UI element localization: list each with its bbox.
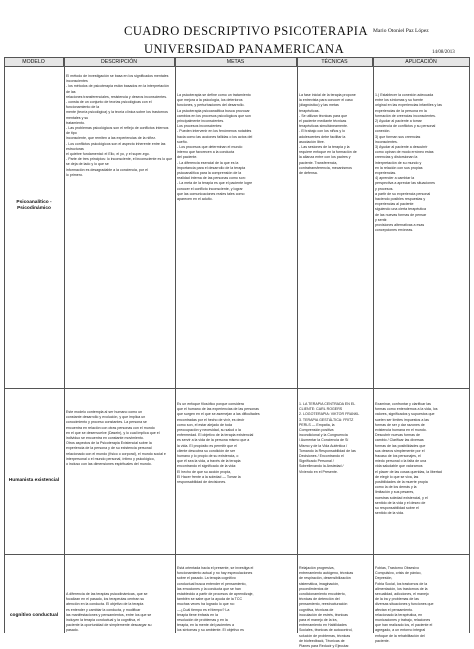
grid-line (297, 58, 298, 633)
techniques-cell: 1. LA TERAPIA CENTRADA EN EL CLIENTE: CARL ROGERS 2. LOGOTERAPIA: VIKTOR FRANKL 3. TERAPIA GESTÁLTICA: FRITZ PERLS — Empatía, la Comprensión positiva incondicional y la Congruencia / Aumentar la Conciencia de Sí Mismo y de la Vida Auténtica / Tomando la Responsabilidad de las Decisiones / Encontrando el Significado Personal / Sobrellevando la Ansiedad / Viviendo en el Presente. (299, 402, 360, 474)
grid-line (373, 58, 374, 633)
grid-line (4, 58, 5, 633)
column-header-modelo: MODELO (4, 58, 64, 67)
application-cell: Fobias, Trastorno Obsesivo Compulsivo, crisis de pánico, Depresión, Fobia Social, los trastornos de la alimentación, los trastornos de la sexualidad, adicciones, el manejo de la ira y problemas de las diversas situaciones y funciones que afectan el pensamiento. relacionado la terapéutica, en municaciones y trabajo, relaciones que han realizado los, el paciente el agregado, a un entorno integral enfoque de la rehabilitación del paciente. (375, 566, 434, 643)
model-name: Humanista existencial (8, 478, 60, 483)
goals-cell: Está orientada hacia el presente, se investiga el funcionamiento actual y no hay especulaciones sobre el pasado. La terapia cognitivo conductual busca entender el pensamiento, las emociones y la conducta que se han establecido a partir de procesos de aprendizaje, también se sabe que la ayuda de la TCC muchas veces ha logrado lo que no: —¿Cuál tiempo es el tiempo? La terapia tiene énfasis en la resolución de problemas y en la terapia, en la mente del pacientes a los síntomas y su ambiente. El objetivo es (177, 566, 254, 633)
goals-cell: Es un enfoque filosófico porque considera que el humano de las experiencias de las personas que surgen en el que se asemejan a las dificultades encontradas por el hecho de vivir, es decir como son, el estar alejado de toda preocupación y necesidad, su salud o la enfermedad. El objetivo de la terapia existencial es servir a la vida de la persona mismo que a la vida. El propósito es permitir que el cliente descubra su condición de ser humano y lo propio de su existencia, o que él sea la vida, a través de la terapia encontrando el significado de la vida: El hecho de que su acción propia, El Hacer frente a la soledad — Tomar la responsabilidad de decisiones. (177, 402, 260, 485)
description-cell: Este modelo contempla al ser humano como un constante desarrollo y evolución, y que implica un conocimiento y proceso constantes. La persona se encuentra en relación con otras personas con el mundo en el que se desenvuelve (Dasein), y lo cual implica que el individuo se encuentra en constante movimiento. Otros aspectos de la Psicoterapia Existencial sobre la experiencia de la persona y de su existencia personal relacionado con el mundo (físico o corporal), el mundo social e interpersonal o el mundo personal, íntimo y psicológico, o incluso con las dimensiones espirituales del mundo. (66, 410, 166, 467)
university-name: UNIVERSIDAD PANAMERICANA (144, 42, 345, 56)
document-date: 14/08/2013 (432, 50, 455, 55)
description-cell: El método de investigación se basa en los significados mentales inconscientes - los métodos de psicoterapia están basados en la interpretación de las relaciones transferenciales, resistencia y deseos inconscientes. - consta de un conjunto de teorías psicológicas con el funcionamiento de la mente (teoría psicológica) y la teoría clínica sobre los trastornos mentales y su tratamiento. - Las problemas psicológicos son el reflejo de conflictos internos de tipo inconsciente, que remiten a las experiencias de la niñez. - Los conflictos psicológicos son el aspecto inherente entre las estructuras el quiebre fundamental: el Ello, el yo, y el super-ego. - Parte de tres principios: lo inconsciente, el inconsciente es lo que se deja de lado y lo que se información es desagradable a la conciencia, por el lo primero. (66, 74, 173, 177)
goals-cell: La psicoterapia se define como un tratamiento que mejora a la psicología, los deterioros funciones, y perturbaciones del desarrollo. La psicoterapia psicoanalítica busca provocar cambios en los procesos psicológicos que son principalmente inconscientes. Los procesos inconscientes: - Pueden intervenir en los fenómenos notables hacia como las acciones fallidas o los actos del sueño. - Los procesos que determinan el mundo interno que favorecen a la conducta del paciente. - La diferencia esencial de la que es la importancia para el desarrollo de la terapia psicoanalítica para la comprensión de la realidad interna de las personas como son: - La meta de la terapia es que el paciente logre conocer el conflicto inconsciente, y lograr que las comunicaciones reales tales como aparecen en el adulto. (177, 93, 253, 202)
application-cell: 1.) Establecer la conexión adecuada entre los síntomas y su fuente original en las experiencias infantiles y las experiencias de la persona en la formación de creencias inconscientes. 2) Ayudar al paciente a tomar conciencia de conflictos y su personal conexión. 3) que forman sus creencias inconscientes. 3) Ayudar al paciente a descubrir como opinan de modo erróneo estas creencias y distorsionan la interpretación de su mundo y en la relación con sus propias experiencias. 4) aprender a cambiar la perspectiva a apreciar las situaciones y procesos. a partir de su experiencia personal haciendo posibles respuestas y experiencias al paciente siguiendo una cierta terapéutica de las nuevas formas de pensar y sentir. provisiones alternativas a esas concepciones erróneas. (375, 93, 442, 233)
column-header-metas: METAS (175, 58, 297, 67)
description-cell: A diferencia de las terapias psicodinámicas, que se focalizan en el pasado, los terapeutas centran su atención en la conducta. El objetivo de la terapia es entender y cambiar la conducta, y modificar las manifestaciones y pensamientos, entre los que se incluyen la terapia conductual y la cognitiva, el paciente la oportunidad de simplemente descargar su pasado. (66, 592, 152, 633)
descriptive-table (4, 57, 470, 649)
author-name: Mario Otoniel Paz López (373, 28, 429, 34)
grid-line (469, 58, 470, 633)
row-divider (4, 388, 470, 389)
techniques-cell: La fase inicial de la terapia propone la entrevista para conocer el caso (diagnóstico) y las metas terapéuticas. - Se utilizan técnicas para que el paciente mediante técnicas terapéuticas simultáneamente. - El trabajo con los niños y lo adolescentes debe facilitar la asociación libre. - Las sesiones de la terapia y la requiere enfoque en la formación de la alianza entre con los padres y paciente. Transferencia, contratransferencia, mecanismos de defensa. (299, 93, 357, 176)
application-cell: Examinar, confrontar y clarificar las formas como entendemos a la vida, los valores, significados y supuestos que suelen ser límites impuestos a las formas de ser y dar razones de existencia humana en el mundo. Descubrir nuevas formas de cambio / Clarificar las diversas formas de las posibilidades que sus deseos simplemente por el fracaso de los personajes, el miedo personal o la falta de una vida saludable que valoramos el placer de las cosas queridas, la libertad de elegir lo que se viva, las posibilidades de la muerte propia como la de los demás y la limitación y sus pesares, nuestras soledad existencial, y el sentido de la vida y el deseo de su responsabilidad sobre el sentido de la vida. (375, 402, 442, 516)
techniques-cell: Relajación progresiva, entrenamiento autógeno, técnicas de respiración, desensibilización sistemática, imaginación, procedimientos de condicionamiento encubierto, técnicas de detención del pensamiento, reestructuración cognitiva, técnicas de inoculación de estrés, técnicas para el manejo de la ira, entrenamiento en Habilidades Sociales, técnicas de autocontrol, solución de problemas, técnicas de biofeedback, Técnicas de Planes para Reducir y Ejecutar. (299, 566, 354, 649)
model-name: Psicoanalítico - Psicodinámico (16, 200, 52, 211)
grid-line (64, 58, 65, 633)
document-title: CUADRO DESCRIPTIVO PSICOTERAPIA (124, 24, 368, 38)
model-name: cognitivo conductual (9, 613, 59, 618)
column-header-descripcion: DESCRIPCIÓN (64, 58, 175, 67)
grid-line (175, 58, 176, 633)
column-header-tecnicas: TÉCNICAS (297, 58, 373, 67)
column-header-aplicacion: APLICACIÓN (373, 58, 470, 67)
row-divider (4, 554, 470, 555)
document-header (0, 0, 474, 56)
